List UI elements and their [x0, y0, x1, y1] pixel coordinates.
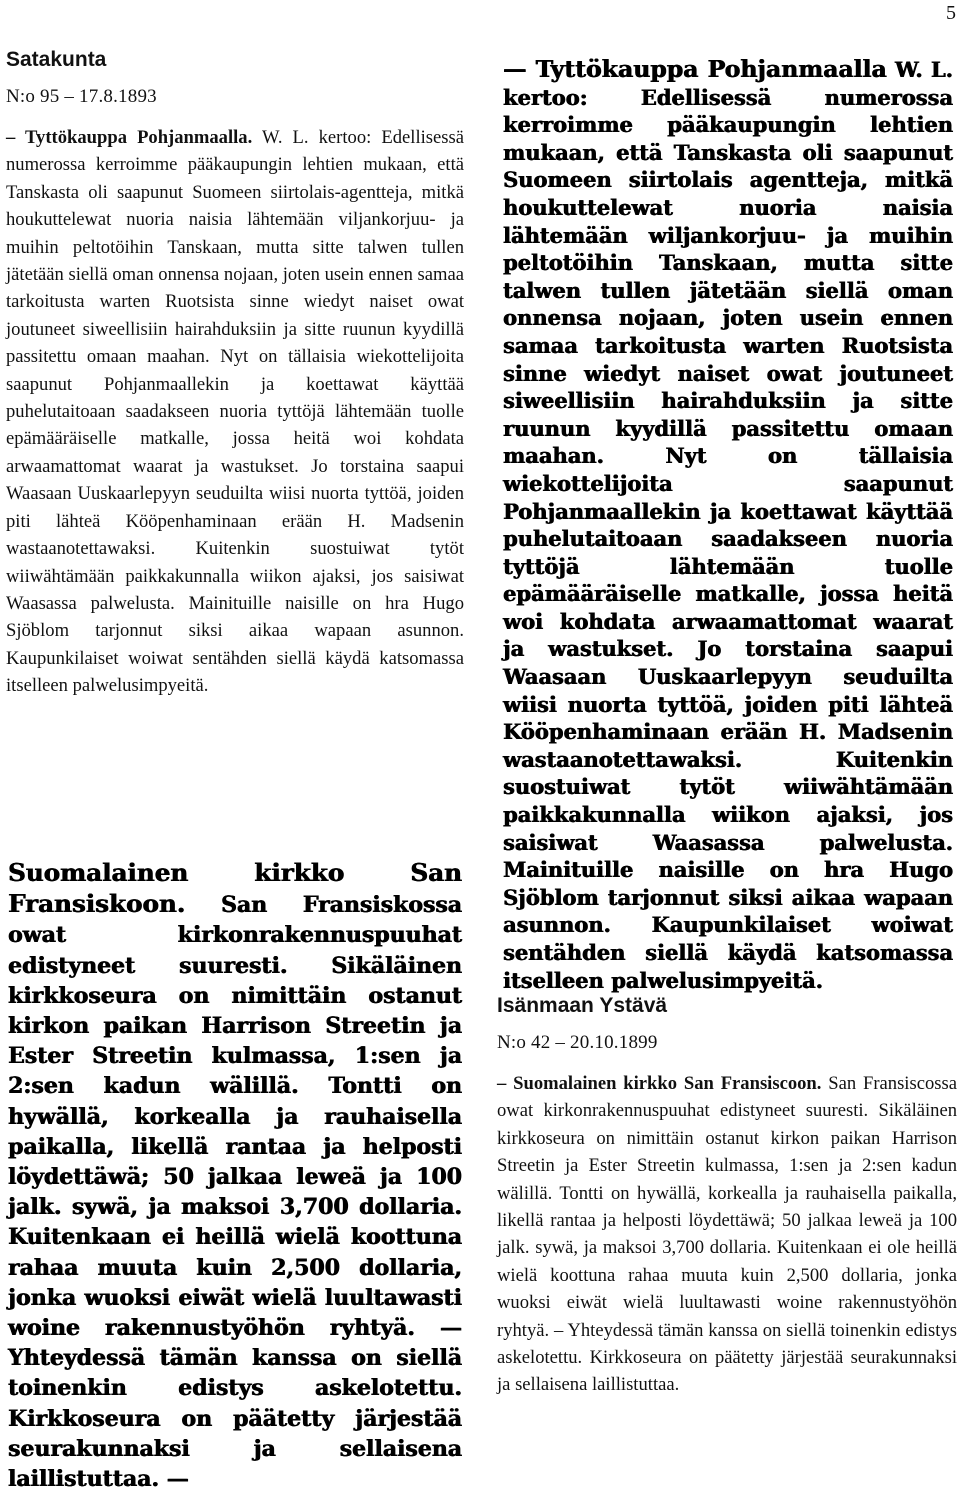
scan-body: W. L. kertoo: Edellisessä numerossa kerroimme pääkaupungin lehtien mukaan, että Tanskasta oli saapunut Suomeen siirtolais agentteja, mitkä houkuttelewat nuoria naisia lähtemään wiljankorjuu- ja muihin peltotöihin Tanskaan, mutta sitte talwen tullen jätetään siellä oman onnensa nojaan, joten usein ennen samaa tarkoitusta warten Ruotsista sinne wiedyt naiset owat joutuneet siweellisiin hairahduksiin ja sitte ruunun kyydillä passitettu omaan maahan. Nyt on tällaisia wiekottelijoita saapunut Pohjanmaallekin ja koettawat käyttää puhelutaitoaan saadakseen nuoria tyttöjä lähtemään tuolle epämääräiselle matkalle, jossa heitä woi kohdata arwaamattomat waarat ja wastukset. Jo torstaina saapui Waasaan Uuskaarlepyyn seuduilta wiisi nuorta tyttöä, joiden piti lähteä Kööpenhaminaan erään H. Madsenin wastaanotettawaksi. Kuitenkin suostuiwat tytöt wiiwähtämään paikkakunnalla wiikon ajaksi, jos saisiwat Waasassa palwelusta. Mainituille naisille on hra Hugo Sjöblom tarjonnut siksi aikaa wapaan asunnon. Kaupunkilaiset woiwat sentähden siellä käydä katsomassa itselleen palwelusimpyeitä.: [503, 57, 953, 993]
issue-info: N:o 95 – 17.8.1893: [6, 86, 157, 107]
scan-text: [497, 44, 957, 994]
issue-info: N:o 42 – 20.10.1899: [497, 1032, 658, 1053]
left-article: [6, 48, 464, 700]
scan-body: San Fransiskossa owat kirkonrakennuspuuhat edistyneet suuresti. Sikäläinen kirkkoseura on nimittäin ostanut kirkon paikan Harrison Streetin ja Ester Streetin kulmassa, 1:sen ja 2:sen kadun wälillä. Tontti on hywällä, korkealla ja rauhaisella paikalla, likellä rantaa ja helposti löydettäwä; 50 jalkaa leweä ja 100 jalk. sywä, ja maksoi 3,700 dollaria. Kuitenkaan ei heillä wielä koottuna rahaa muuta kuin 2,500 dollaria, jonka wuoksi eiwät wielä luultawasti woine rakennustyöhön ryhtyä. — Yhteydessä tämän kanssa on siellä toinenkin edistys askelotettu. Kirkkoseura on päätetty järjestää seurakunnaksi ja sellaisena laillistuttaa. —: [8, 892, 462, 1493]
article-text: [6, 124, 464, 700]
page-number: 5: [946, 2, 956, 24]
newspaper-name: Isänmaan Ystävä: [497, 994, 668, 1017]
newspaper-name: Satakunta: [6, 48, 107, 71]
article-text: [497, 1070, 957, 1399]
newspaper-scan-image: [4, 850, 466, 1493]
article-body: W. L. kertoo: Edellisessä numerossa kerroimme pääkaupungin lehtien mukaan, että Tanskasta oli saapunut Suomeen siirtolais-agentteja, mitkä houkuttelewat nuoria naisia lähtemään viljankorjuu- ja muihin peltotöihin Tanskaan, mutta sitte talwen tullen jätetään siellä oman onnensa nojaan, joten usein ennen samaa tarkoitusta warten Ruotsista sinne wiedyt naiset owat joutuneet siweellisiin hairahduksiin ja sitte ruunun kyydillä passitettu omaan maahan. Nyt on tällaisia wiekottelijoita saapunut Pohjanmaallekin ja koettawat käyttää puhelutaitoaan saadakseen nuoria tyttöjä lähtemään tuolle epämääräiselle matkalle, jossa heitä woi kohdata arwaamattomat waarat ja wastukset. Jo torstaina saapui Waasaan Uuskaarlepyyn seuduilta wiisi nuorta tyttöä, joiden piti lähteä Kööpenhaminaan erään H. Madsenin wastaanotettawaksi. Kuitenkin suostuiwat tytöt wiiwähtämään paikkakunnalla wiikon ajaksi, jos saisiwat Waasassa palwelusta. Mainituille naisille on hra Hugo Sjöblom tarjonnut siksi aikaa wapaan asunnon. Kaupunkilaiset woiwat sentähden siellä käydä katsomassa itselleen palwelusimpyeitä.: [6, 127, 464, 697]
right-article: [497, 994, 957, 1399]
article-body: San Fransiscossa owat kirkonrakennuspuuhat edistyneet suuresti. Sikäläinen kirkkoseura on nimittäin ostanut kirkon paikan Harrison Streetin ja Ester Streetin kulmassa, 1:sen ja 2:sen kadun wälillä. Tontti on hywällä, korkealla ja rauhaisella paikalla, likellä rantaa ja helposti löydettäwä; 50 jalkaa leweä ja 100 jalk. sywä, ja maksoi 3,700 dollaria. Kuitenkaan ei ole heillä wielä koottuna rahaa muuta kuin 2,500 dollaria, jonka wuoksi eiwät wielä luultawasti woine rakennustyöhön ryhtyä. – Yhteydessä tämän kanssa on siellä toinenkin edistys askelotettu. Kirkkoseura on päätetty järjestää seurakunnaksi ja sellaisena laillistuttaa.: [497, 1073, 957, 1396]
scan-heading: Suomalainen kirkko San Fransiskoon.: [8, 858, 462, 919]
scan-heading: — Tyttökauppa Pohjanmaalla: [503, 55, 887, 83]
article-title: – Tyttökauppa Pohjanmaalla.: [6, 127, 253, 148]
article-title: – Suomalainen kirkko San Fransiscoon.: [497, 1073, 822, 1094]
newspaper-scan-image: [497, 44, 957, 993]
scan-text: [4, 850, 466, 1494]
